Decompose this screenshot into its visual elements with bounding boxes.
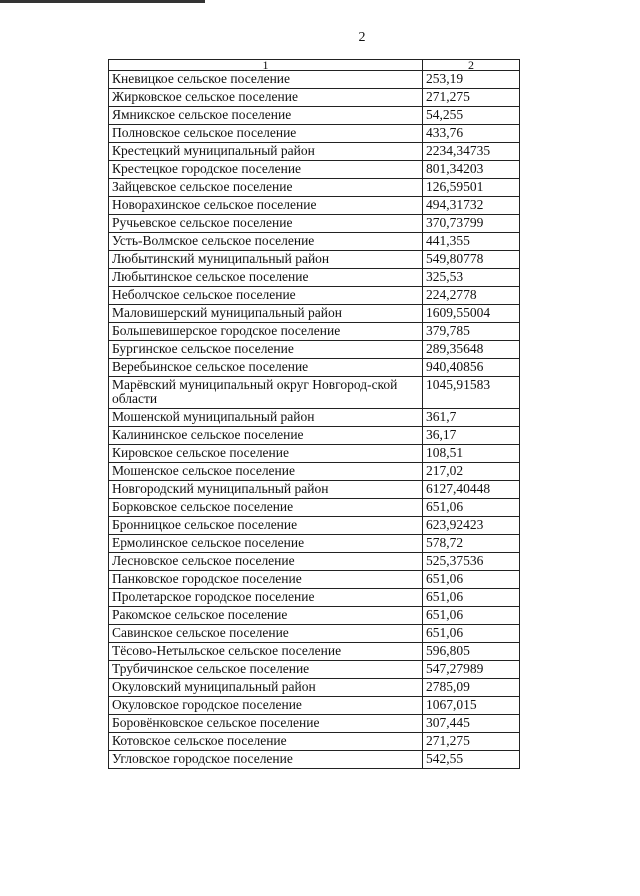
- table-row: [109, 215, 520, 233]
- territory-name-cell: Зайцевское сельское поселение: [109, 179, 423, 197]
- territory-name-cell: Пролетарское городское поселение: [109, 589, 423, 607]
- value-cell: 1045,91583: [423, 377, 520, 409]
- territory-name-cell: Новорахинское сельское поселение: [109, 197, 423, 215]
- territory-name-cell: Новгородский муниципальный район: [109, 481, 423, 499]
- value-cell: 6127,40448: [423, 481, 520, 499]
- table-row: [109, 179, 520, 197]
- value-cell: 542,55: [423, 751, 520, 769]
- value-cell: 547,27989: [423, 661, 520, 679]
- table-row: [109, 71, 520, 89]
- top-rule: [0, 0, 205, 3]
- territory-name-cell: Бронницкое сельское поселение: [109, 517, 423, 535]
- table-row: [109, 125, 520, 143]
- value-cell: 651,06: [423, 589, 520, 607]
- territory-name-cell: Неболчское сельское поселение: [109, 287, 423, 305]
- territory-name-cell: Веребьинское сельское поселение: [109, 359, 423, 377]
- table-row: [109, 161, 520, 179]
- territory-name-cell: Ручьевское сельское поселение: [109, 215, 423, 233]
- territory-name-cell: Ракомское сельское поселение: [109, 607, 423, 625]
- value-cell: 549,80778: [423, 251, 520, 269]
- territory-name-cell: Окуловский муниципальный район: [109, 679, 423, 697]
- territory-name-cell: Усть-Волмское сельское поселение: [109, 233, 423, 251]
- table-row: [109, 535, 520, 553]
- value-cell: 494,31732: [423, 197, 520, 215]
- value-cell: 36,17: [423, 427, 520, 445]
- value-cell: 271,275: [423, 89, 520, 107]
- table-row: [109, 251, 520, 269]
- table-row: [109, 517, 520, 535]
- territory-name-cell: Ермолинское сельское поселение: [109, 535, 423, 553]
- table-body: [109, 71, 520, 769]
- value-cell: 325,53: [423, 269, 520, 287]
- table-row: [109, 589, 520, 607]
- value-cell: 126,59501: [423, 179, 520, 197]
- table-row: [109, 377, 520, 409]
- value-cell: 525,37536: [423, 553, 520, 571]
- table-row: [109, 571, 520, 589]
- table-header-row: [109, 60, 520, 71]
- territory-name-cell: Савинское сельское поселение: [109, 625, 423, 643]
- value-cell: 623,92423: [423, 517, 520, 535]
- value-cell: 651,06: [423, 571, 520, 589]
- territory-name-cell: Крестецкое городское поселение: [109, 161, 423, 179]
- territory-name-cell: Панковское городское поселение: [109, 571, 423, 589]
- column-header-1: 1: [109, 60, 423, 71]
- value-cell: 379,785: [423, 323, 520, 341]
- table-row: [109, 445, 520, 463]
- table-row: [109, 751, 520, 769]
- value-cell: 2785,09: [423, 679, 520, 697]
- territory-name-cell: Ямникское сельское поселение: [109, 107, 423, 125]
- territory-name-cell: Бургинское сельское поселение: [109, 341, 423, 359]
- table-row: [109, 143, 520, 161]
- table-row: [109, 481, 520, 499]
- territory-name-cell: Угловское городское поселение: [109, 751, 423, 769]
- table-row: [109, 305, 520, 323]
- table-row: [109, 269, 520, 287]
- table-row: [109, 427, 520, 445]
- value-cell: 578,72: [423, 535, 520, 553]
- value-cell: 433,76: [423, 125, 520, 143]
- territory-name-cell: Боровёнковское сельское поселение: [109, 715, 423, 733]
- table-row: [109, 661, 520, 679]
- table-row: [109, 499, 520, 517]
- territory-name-cell: Полновское сельское поселение: [109, 125, 423, 143]
- table-row: [109, 715, 520, 733]
- table-row: [109, 197, 520, 215]
- territory-name-cell: Борковское сельское поселение: [109, 499, 423, 517]
- data-table: [108, 59, 520, 769]
- territory-name-cell: Большевишерское городское поселение: [109, 323, 423, 341]
- table-row: [109, 233, 520, 251]
- territory-name-cell: Котовское сельское поселение: [109, 733, 423, 751]
- table-row: [109, 463, 520, 481]
- table-row: [109, 359, 520, 377]
- table-row: [109, 323, 520, 341]
- territory-name-cell: Лесновское сельское поселение: [109, 553, 423, 571]
- table-row: [109, 341, 520, 359]
- table-row: [109, 607, 520, 625]
- value-cell: 441,355: [423, 233, 520, 251]
- value-cell: 940,40856: [423, 359, 520, 377]
- value-cell: 224,2778: [423, 287, 520, 305]
- value-cell: 289,35648: [423, 341, 520, 359]
- value-cell: 801,34203: [423, 161, 520, 179]
- value-cell: 2234,34735: [423, 143, 520, 161]
- table-row: [109, 287, 520, 305]
- value-cell: 651,06: [423, 625, 520, 643]
- value-cell: 253,19: [423, 71, 520, 89]
- value-cell: 370,73799: [423, 215, 520, 233]
- territory-name-cell: Марёвский муниципальный округ Новгород-ской области: [109, 377, 423, 409]
- table-row: [109, 733, 520, 751]
- column-header-2: 2: [423, 60, 520, 71]
- table-row: [109, 409, 520, 427]
- table-row: [109, 643, 520, 661]
- territory-name-cell: Кневицкое сельское поселение: [109, 71, 423, 89]
- value-cell: 1609,55004: [423, 305, 520, 323]
- value-cell: 307,445: [423, 715, 520, 733]
- territory-name-cell: Любытинский муниципальный район: [109, 251, 423, 269]
- table-row: [109, 107, 520, 125]
- territory-name-cell: Крестецкий муниципальный район: [109, 143, 423, 161]
- value-cell: 108,51: [423, 445, 520, 463]
- territory-name-cell: Жирковское сельское поселение: [109, 89, 423, 107]
- table-row: [109, 89, 520, 107]
- value-cell: 271,275: [423, 733, 520, 751]
- value-cell: 651,06: [423, 607, 520, 625]
- value-cell: 651,06: [423, 499, 520, 517]
- page-number: 2: [358, 30, 366, 45]
- table-row: [109, 625, 520, 643]
- territory-name-cell: Окуловское городское поселение: [109, 697, 423, 715]
- territory-name-cell: Калининское сельское поселение: [109, 427, 423, 445]
- value-cell: 361,7: [423, 409, 520, 427]
- territory-name-cell: Мошенское сельское поселение: [109, 463, 423, 481]
- table-row: [109, 697, 520, 715]
- territory-name-cell: Маловишерский муниципальный район: [109, 305, 423, 323]
- territory-name-cell: Мошенской муниципальный район: [109, 409, 423, 427]
- territory-name-cell: Любытинское сельское поселение: [109, 269, 423, 287]
- territory-name-cell: Кировское сельское поселение: [109, 445, 423, 463]
- territory-name-cell: Тёсово-Нетыльское сельское поселение: [109, 643, 423, 661]
- value-cell: 596,805: [423, 643, 520, 661]
- value-cell: 54,255: [423, 107, 520, 125]
- table-row: [109, 679, 520, 697]
- table-row: [109, 553, 520, 571]
- value-cell: 1067,015: [423, 697, 520, 715]
- territory-name-cell: Трубичинское сельское поселение: [109, 661, 423, 679]
- value-cell: 217,02: [423, 463, 520, 481]
